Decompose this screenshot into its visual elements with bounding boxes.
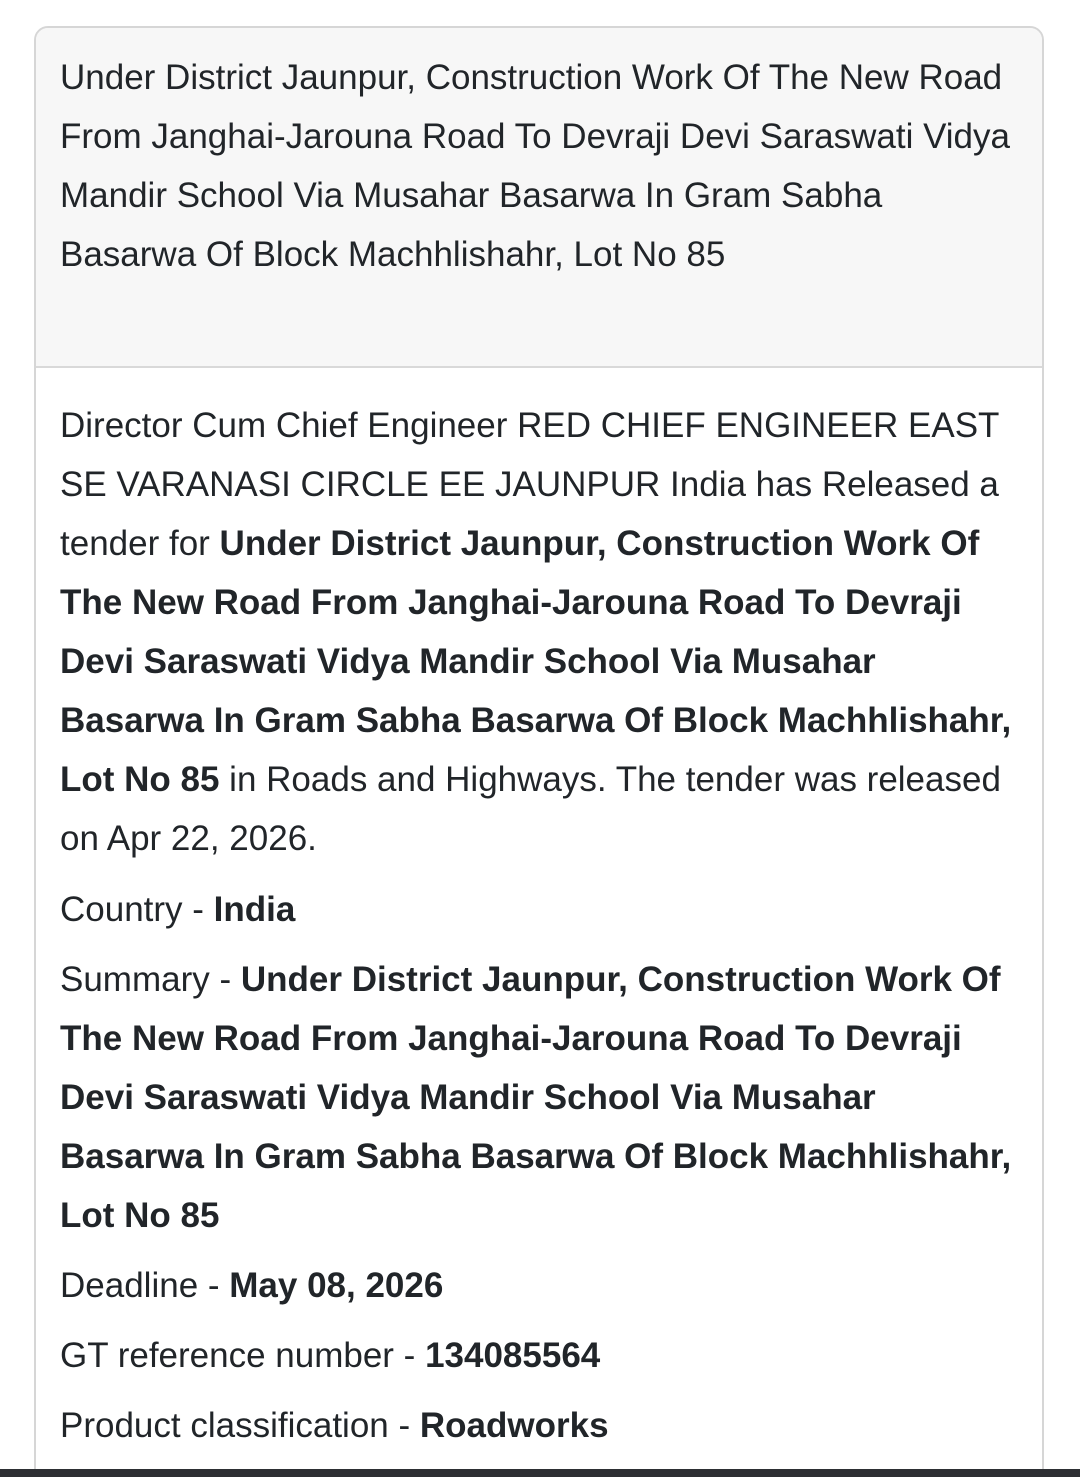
detail-label: Country -	[60, 890, 214, 929]
detail-label: GT reference number -	[60, 1336, 426, 1375]
intro-tender-title: Under District Jaunpur, Construction Work Of The New Road From Janghai-Jarouna Road To Devraji Devi Saraswati Vidya Mandir School Via Musahar Basarwa In Gram Sabha Basarwa Of Block Machhlishahr, Lot No 85	[60, 524, 1012, 799]
detail-deadline	[60, 1256, 1018, 1315]
intro-org-prefix: Director Cum Chief Engineer RED CHIEF ENGINEER EAST SE VARANASI CIRCLE EE JAUNPUR India has Released a tender for	[60, 406, 999, 563]
intro-suffix: in Roads and Highways. The tender was released on Apr 22, 2026.	[60, 760, 1001, 858]
tender-card	[34, 26, 1044, 1477]
detail-product-classification	[60, 1396, 1018, 1455]
card-body	[36, 368, 1042, 1455]
card-header	[36, 28, 1042, 368]
detail-label: Product classification -	[60, 1406, 420, 1445]
bottom-navigation-bar	[0, 1469, 1080, 1477]
detail-value: India	[213, 890, 296, 929]
detail-value: May 08, 2026	[229, 1266, 444, 1305]
detail-label: Deadline -	[60, 1266, 230, 1305]
detail-value: Roadworks	[419, 1406, 609, 1445]
detail-summary	[60, 950, 1018, 1245]
detail-label: Summary -	[60, 960, 241, 999]
detail-value: 134085564	[425, 1336, 601, 1375]
detail-value: Under District Jaunpur, Construction Work Of The New Road From Janghai-Jarouna Road To Devraji Devi Saraswati Vidya Mandir School Via Musahar Basarwa In Gram Sabha Basarwa Of Block Machhlishahr, Lot No 85	[60, 960, 1012, 1235]
tender-title: Under District Jaunpur, Construction Work Of The New Road From Janghai-Jarouna Road To Devraji Devi Saraswati Vidya Mandir School Via Musahar Basarwa In Gram Sabha Basarwa Of Block Machhlishahr, Lot No 85	[60, 58, 1010, 274]
tender-intro	[60, 396, 1018, 868]
detail-country	[60, 880, 1018, 939]
detail-gt-reference	[60, 1326, 1018, 1385]
